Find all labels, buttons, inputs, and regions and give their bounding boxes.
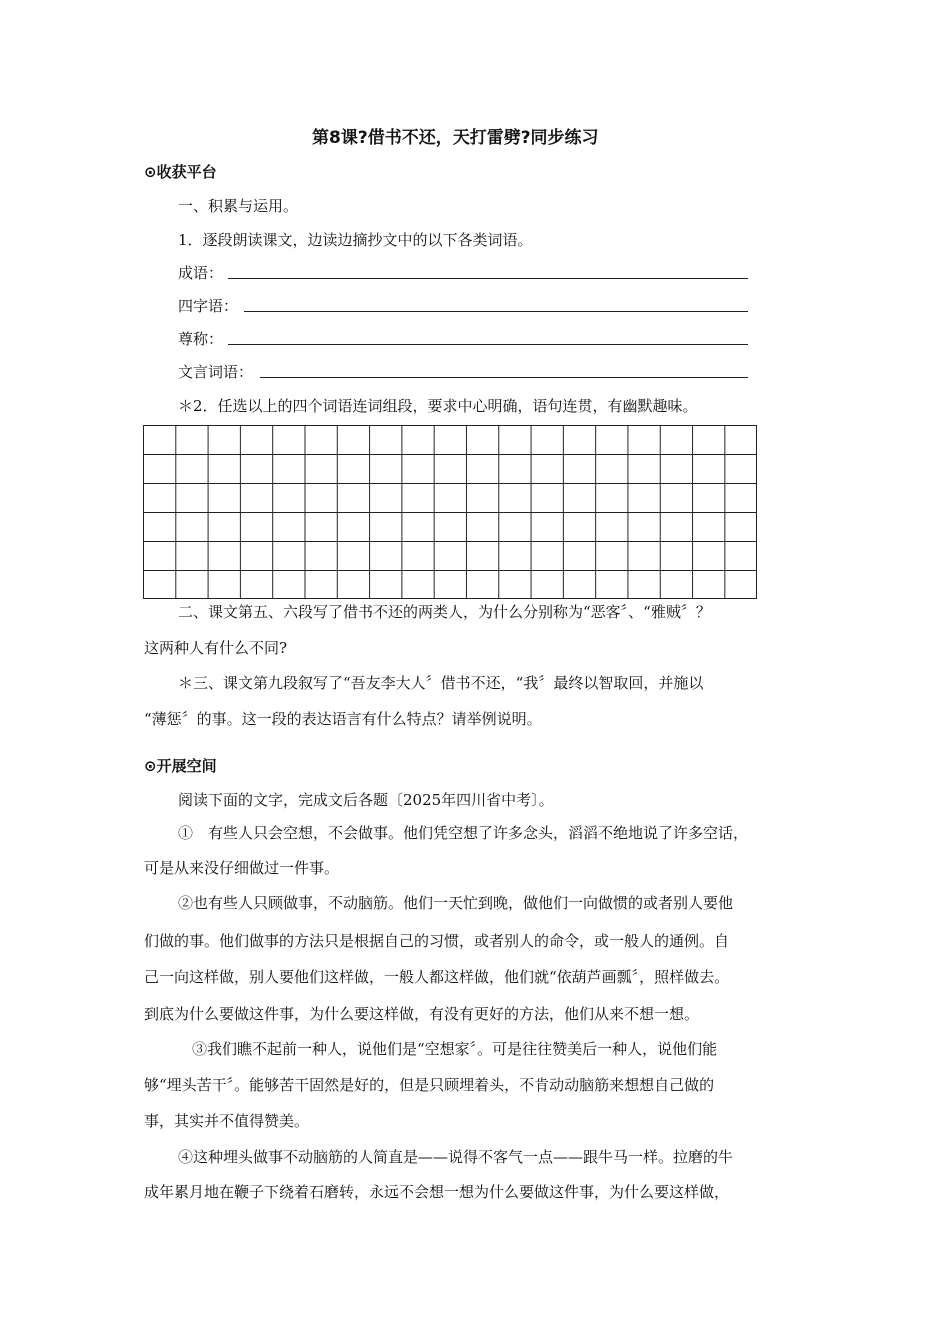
paragraph-2-line-1: ②也有些人只顾做事，不动脑筋。他们一天忙到晚，做他们一向做惯的或者别人要他: [178, 894, 734, 912]
page-title: 第8课?借书不还，天打雷劈?同步练习: [312, 128, 599, 148]
field-label-classical: 文言词语：: [178, 363, 254, 381]
paragraph-2-line-3: 己一向这样做，别人要他们这样做，一般人都这样做，他们就“依葫芦画瓢〞，照样做去。: [144, 968, 730, 986]
paragraph-4-line-1: ④这种埋头做事不动脑筋的人简直是——说得不客气一点——跟牛马一样。拉磨的牛: [178, 1148, 734, 1166]
paragraph-2-line-2: 们做的事。他们做事的方法只是根据自己的习惯，或者别人的命令，或一般人的通例。自: [144, 932, 730, 950]
paragraph-3-line-1: ③我们瞧不起前一种人，说他们是“空想家〞。可是往往赞美后一种人，说他们能: [192, 1040, 718, 1058]
paragraph-3-line-3: 事，其实并不值得赞美。: [144, 1112, 310, 1130]
part2-line-2: 这两种人有什么不同?: [144, 639, 288, 657]
question-2: ＊2．任选以上的四个词语连词组段，要求中心明确，语句连贯，有幽默趣味。: [178, 397, 698, 415]
paragraph-1-line-1: ① 有些人只会空想，不会做事。他们凭空想了许多念头，滔滔不绝地说了许多空话，: [178, 824, 749, 842]
reading-intro: 阅读下面的文字，完成文后各题〔2025年四川省中考〕。: [178, 791, 554, 809]
answer-line-idioms[interactable]: [228, 278, 748, 279]
writing-grid[interactable]: [143, 425, 757, 599]
paragraph-4-line-2: 成年累月地在鞭子下绕着石磨转，永远不会想一想为什么要做这件事，为什么要这样做，: [144, 1183, 730, 1201]
paragraph-3-line-2: 够“埋头苦干〞。能够苦干固然是好的，但是只顾埋着头，不肯动动脑筋来想想自己做的: [144, 1076, 715, 1094]
section-heading-harvest: ⊙收获平台: [144, 163, 217, 181]
paragraph-1-line-2: 可是从来没仔细做过一件事。: [144, 859, 340, 877]
question-1: 1．逐段朗读课文，边读边摘抄文中的以下各类词语。: [178, 231, 533, 249]
answer-line-four-char[interactable]: [244, 311, 748, 312]
part2-line-1: 二、课文第五、六段写了借书不还的两类人，为什么分别称为“恶客〞、“雅贼〞？: [178, 603, 711, 621]
field-label-honorific: 尊称：: [178, 330, 224, 348]
part3-line-1: ＊三、课文第九段叙写了“吾友李大人〞借书不还，“我〞最终以智取回，并施以: [178, 674, 704, 692]
paragraph-2-line-4: 到底为什么要做这件事，为什么要这样做，有没有更好的方法，他们从来不想一想。: [144, 1005, 700, 1023]
field-label-four-char: 四字语：: [178, 297, 239, 315]
answer-line-classical[interactable]: [260, 377, 748, 378]
part3-line-2: “薄惩〞的事。这一段的表达语言有什么特点？请举例说明。: [144, 710, 542, 728]
answer-line-honorific[interactable]: [228, 344, 748, 345]
section-heading-expand: ⊙开展空间: [144, 757, 217, 775]
part1-heading: 一、积累与运用。: [178, 197, 299, 215]
field-label-idioms: 成语：: [178, 264, 224, 282]
